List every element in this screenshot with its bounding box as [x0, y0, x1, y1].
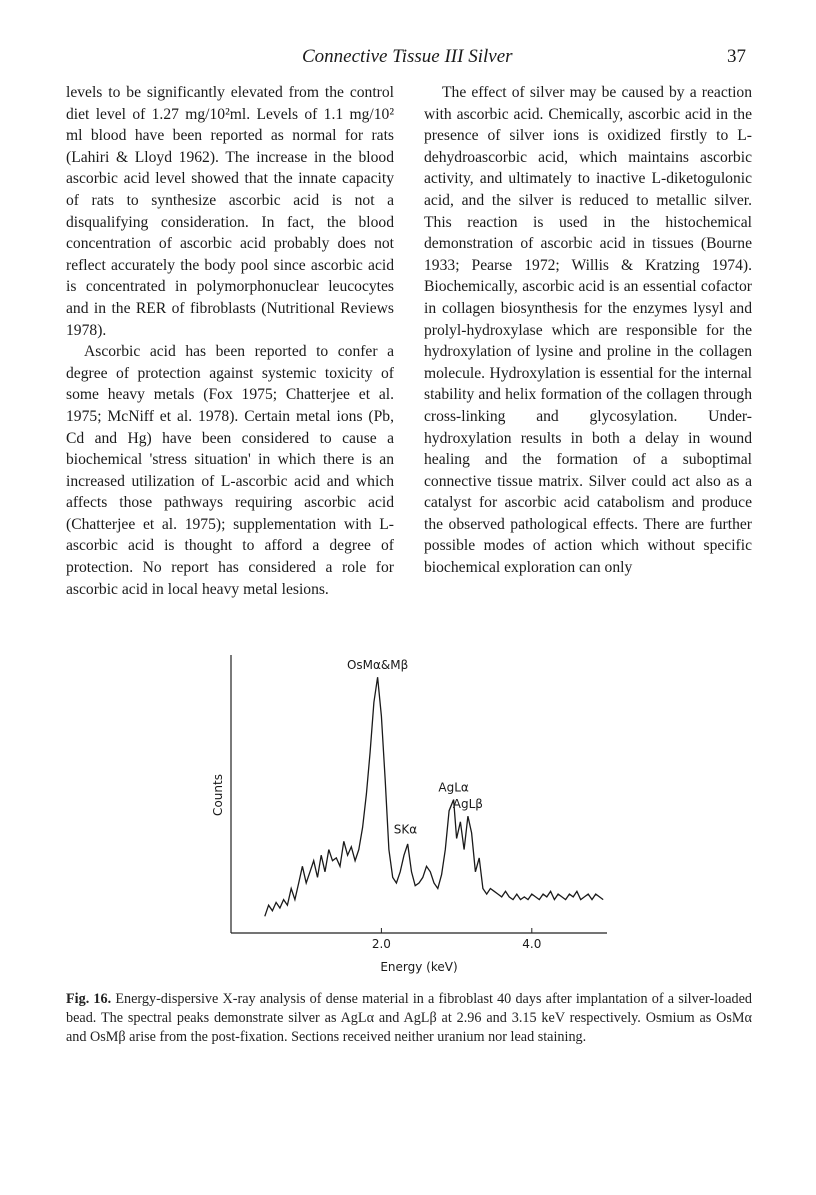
paragraph: Ascorbic acid has been reported to confer a degree of protection against systemic toxicity of some heavy metals (Fox 1975; Chatterjee et al. 1975; McNiff et al. 1978). Certain metal ions (Pb, Cd and Hg) have been considered to cause a biochemical 'stress situation' in which there is an increased utilization of L-ascorbic acid and which affects those pathways requiring ascorbic acid (Chatterjee et al. 1975); supplementation with L-ascorbic acid is thought to afford a degree of protection. No report has considered a role for ascorbic acid in local heavy metal lesions. [66, 343, 394, 598]
figure-label: Fig. 16. [66, 991, 112, 1007]
paragraph: The effect of silver may be caused by a reaction with ascorbic acid. Chemically, ascorbic acid in the presence of silver ions is oxidized firstly to L-dehydroascorbic acid, which maintains ascorbic activity, and ultimately to inactive L-diketogulonic acid, and the silver is reduced to metallic silver. This reaction is used in the histochemical demonstration of ascorbic acid in tissues (Bourne 1933; Pearse 1972; Willis & Kratzing 1974). Biochemically, ascorbic acid is an essential cofactor in collagen biosynthesis for the enzymes lysyl and prolyl-hydroxylase which are responsible for the hydroxylation of lysine and proline in the collagen molecule. Hydroxylation is essential for the internal stability and helix formation of the collagen through cross-linking and glycosylation. Under-hydroxylation results in both a delay in wound healing and the formation of a suboptimal connective tissue matrix. Silver could act also as a catalyst for ascorbic acid catabolism and produce the observed pathological effects. There are further possible modes of action which without specific biochemical exploration can only [424, 84, 752, 577]
caption-text: Energy-dispersive X-ray analysis of dense material in a fibroblast 40 days after implantation of a silver-loaded bead. The spectral peaks demonstrate silver as AgLα and AgLβ at 2.96 and 3.15 keV respectively. Osmium as OsMα and OsMβ arise from the post-fixation. Sections received neither uranium nor lead staining. [66, 991, 752, 1045]
peak-label: SKα [393, 822, 418, 837]
paragraph: levels to be significantly elevated from the control diet level of 1.27 mg/10²ml. Levels of 1.1 mg/10² ml blood have been reported as normal for rats (Lahiri & Lloyd 1962). The increase in the blood ascorbic acid level showed that the innate capacity of rats to synthesize ascorbic acid is not a disqualifying consideration. In fact, the blood concentration of ascorbic acid probably does not reflect accurately the body pool since ascorbic acid is concentrated in polymorphonuclear leucocytes and in the RER of fibroblasts (Nutritional Reviews 1978). [66, 84, 394, 339]
x-tick-label: 4.0 [522, 937, 542, 951]
page-number: 37 [727, 46, 746, 67]
x-axis-label: Energy (keV) [380, 960, 458, 974]
running-header [0, 46, 816, 72]
x-tick-label: 2.0 [371, 937, 391, 951]
peak-label: AgLβ [452, 797, 483, 812]
spectrum-line [265, 677, 603, 916]
peak-label: AgLα [438, 780, 469, 795]
y-axis-label: Counts [211, 774, 225, 816]
running-title: Connective Tissue III Silver [302, 46, 513, 67]
right-column [424, 82, 752, 579]
peak-label: OsMα&Mβ [346, 658, 409, 673]
eds-spectrum-chart [200, 640, 640, 980]
figure-caption [66, 990, 752, 1047]
left-column [66, 82, 394, 600]
